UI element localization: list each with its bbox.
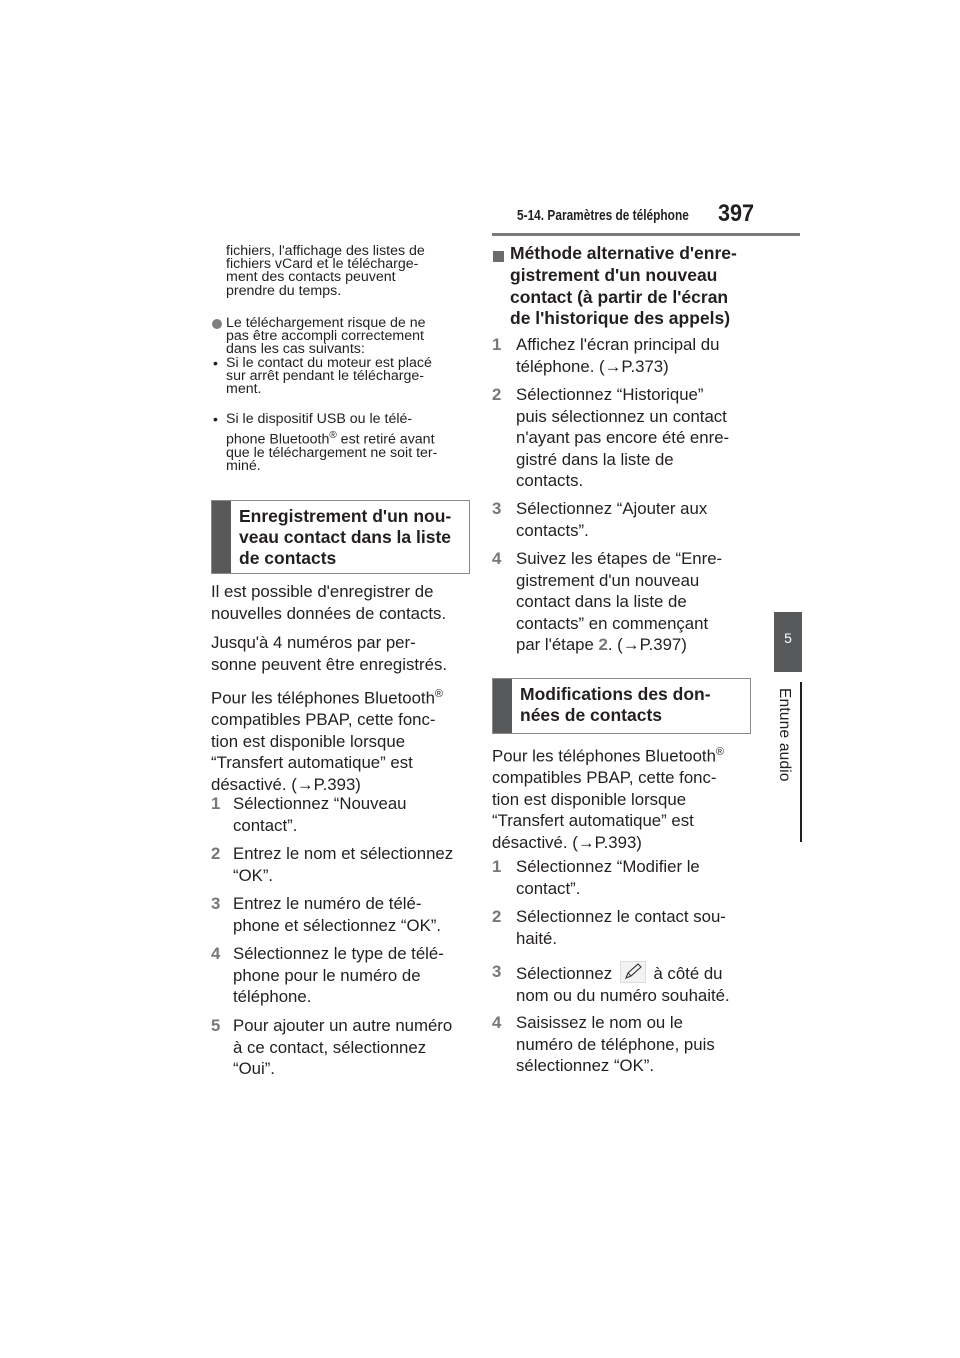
- paragraph: Pour les téléphones Bluetooth® compatibles PBAP, cette fonc- tion est disponible lorsque “Transfert automatique” est désactivé. (→P.393): [211, 688, 444, 794]
- sub-bullet-2: Si le dispositif USB ou le télé- phone Bluetooth® est retiré avant que le téléchargement ne soit ter- miné.: [226, 411, 438, 475]
- continuation-note: fichiers, l'affichage des listes de fichiers vCard et le télécharge- ment des contacts peuvent prendre du temps.: [226, 243, 425, 299]
- arrow-icon: →: [622, 635, 640, 654]
- page-link[interactable]: P.393): [594, 832, 642, 852]
- paragraph: Il est possible d'enregistrer de nouvelles données de contacts.: [211, 582, 447, 623]
- section-heading-box: [492, 678, 751, 734]
- arrow-icon: →: [604, 356, 622, 376]
- chapter-number: 5: [784, 630, 792, 646]
- section-heading-box: [211, 500, 470, 574]
- page-link[interactable]: P.393): [313, 774, 361, 794]
- square-bullet-icon: [493, 251, 504, 262]
- section-heading-bar: [493, 679, 512, 733]
- sub-bullet-icon: •: [213, 355, 218, 371]
- section-heading: Modifications des don- nées de contacts: [520, 684, 711, 725]
- bullet-icon: [212, 319, 222, 329]
- chapter-label: Entune audio: [776, 688, 793, 782]
- paragraph: Pour les téléphones Bluetooth® compatibles PBAP, cette fonc- tion est disponible lorsque “Transfert automatique” est désactivé. (→P.393): [492, 746, 725, 852]
- method-heading: Méthode alternative d'enre- gistrement d'un nouveau contact (à partir de l'écran de l'historique des appels): [510, 243, 737, 329]
- arrow-icon: →: [296, 774, 314, 794]
- page-link[interactable]: P.373): [621, 356, 669, 376]
- sub-bullet-1: Si le contact du moteur est placé sur arrêt pendant le télécharge- ment.: [226, 355, 432, 398]
- paragraph: Jusqu'à 4 numéros par per- sonne peuvent être enregistrés.: [211, 633, 448, 674]
- sub-bullet-icon: •: [213, 411, 218, 427]
- section-title: 5-14. Paramètres de téléphone: [517, 208, 689, 224]
- page-link[interactable]: P.397): [639, 635, 687, 654]
- header-rule: [492, 233, 800, 236]
- bullet-note: Le téléchargement risque de ne pas être accompli correctement dans les cas suivants:: [226, 315, 426, 358]
- page-number: 397: [718, 200, 755, 227]
- edit-pencil-icon: [620, 961, 646, 983]
- section-heading-bar: [212, 501, 231, 573]
- section-heading: Enregistrement d'un nou- veau contact dans la liste de contacts: [239, 506, 452, 568]
- arrow-icon: →: [577, 832, 595, 852]
